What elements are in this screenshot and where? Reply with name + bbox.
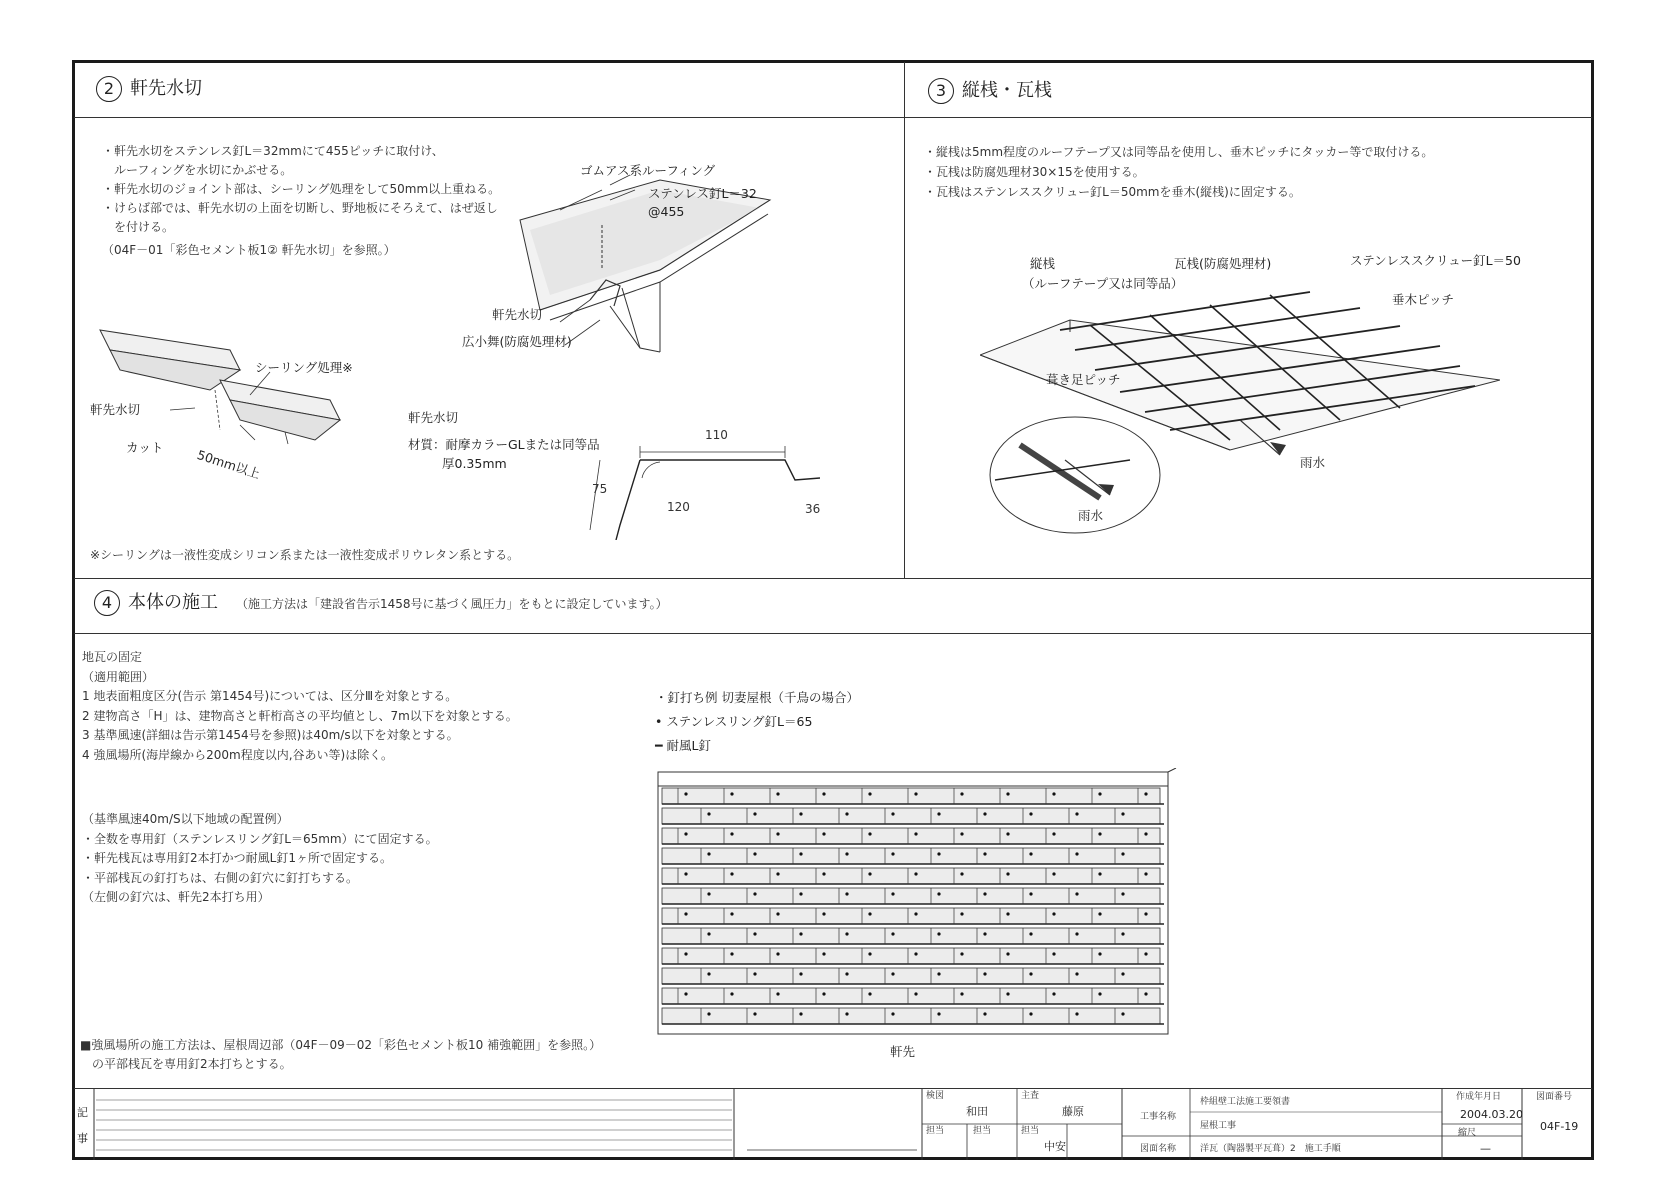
label-vertical-batten-sub: （ルーフテープ又は同等品） xyxy=(1022,276,1184,291)
label-rainwater-detail: 雨水 xyxy=(1078,508,1104,523)
label-tile-batten: 瓦桟(防腐処理材) xyxy=(1174,256,1272,271)
remarks-label-2: 事 xyxy=(77,1132,88,1145)
project-name-2: 屋根工事 xyxy=(1200,1121,1237,1131)
sealing-footnote: ※シーリングは一液性変成シリコン系または一液性変成ポリウレタン系とする。 xyxy=(90,548,520,562)
material-thickness: 厚0.35mm xyxy=(442,456,507,471)
label-cut: カット xyxy=(126,440,164,455)
label-rainwater: 雨水 xyxy=(1300,455,1326,470)
section4-layout-notes xyxy=(82,810,438,908)
section4-note: 4 強風場所(海岸線から200m程度以内,谷あい等)は除く。 xyxy=(82,747,393,762)
strong-wind-note-1: ■強風場所の施工方法は、屋根周辺部（04F－09－02「彩色セメント板10 補強範囲」を参照。） xyxy=(80,1038,602,1052)
header-divider xyxy=(74,117,1592,118)
staff-label-1: 担当 xyxy=(926,1126,945,1136)
flashing-joint-diagram xyxy=(90,320,360,460)
label-overlap-50mm: 50mm以上 xyxy=(195,447,263,482)
scale-label: 縮尺 xyxy=(1458,1128,1477,1138)
supervisor-label: 主査 xyxy=(1021,1091,1040,1101)
label-rafter-pitch: 垂木ピッチ xyxy=(1392,292,1455,307)
material-spec: 材質：耐摩カラーGLまたは同等品 xyxy=(408,437,600,452)
section2-number: 2 xyxy=(96,76,122,102)
section3-title xyxy=(928,78,1052,104)
project-name-label: 工事名称 xyxy=(1140,1112,1177,1122)
label-rubber-asphalt-roofing: ゴムアス系ルーフィング xyxy=(580,163,716,178)
dim-36: 36 xyxy=(805,502,821,516)
label-vertical-batten: 縦桟 xyxy=(1030,256,1056,271)
label-eave-flashing-joint: 軒先水切 xyxy=(90,402,141,417)
label-eave-flashing: 軒先水切 xyxy=(492,307,543,322)
dim-120: 120 xyxy=(667,500,690,514)
section4-scope-notes xyxy=(82,648,518,765)
title-block-grid xyxy=(72,1088,1594,1160)
tile-layout-diagram xyxy=(650,768,1190,1040)
legend-nailing-example: ・釘打ち例 切妻屋根（千鳥の場合） xyxy=(655,690,859,705)
checker-label: 検図 xyxy=(926,1091,945,1101)
section2-note: を付ける。 xyxy=(102,220,175,234)
section4-note: 地瓦の固定 xyxy=(82,650,143,664)
section-divider-vertical xyxy=(904,62,905,578)
drawing-number: 04F-19 xyxy=(1540,1120,1579,1133)
label-eave: 軒先 xyxy=(890,1044,916,1059)
label-stainless-screw: ステンレススクリュー釘L＝50 xyxy=(1350,253,1521,268)
battens-perspective-diagram xyxy=(980,270,1500,540)
section4-title xyxy=(94,590,218,616)
legend-ring-nail: • ステンレスリング釘L＝65 xyxy=(655,714,813,729)
label-course-pitch: 葺き足ピッチ xyxy=(1046,372,1121,387)
label-nail-pitch: @455 xyxy=(648,204,685,219)
section3-note: ・瓦桟はステンレススクリュー釘L＝50mmを垂木(縦桟)に固定する。 xyxy=(924,185,1301,199)
date-label: 作成年月日 xyxy=(1456,1092,1502,1102)
section3-note: ・瓦桟は防腐処理材30×15を使用する。 xyxy=(924,165,1145,179)
section2-title xyxy=(96,76,202,102)
dim-110: 110 xyxy=(705,428,728,442)
section2-note: ・けらば部では、軒先水切の上面を切断し、野地板にそろえて、はぜ返し xyxy=(102,201,498,215)
section4-note: 2 建物高さ「H」は、建物高さと軒桁高さの平均値とし、7m以下を対象とする。 xyxy=(82,708,518,723)
material-title: 軒先水切 xyxy=(408,410,459,425)
dim-75: 75 xyxy=(592,482,608,496)
strong-wind-note-2: の平部桟瓦を専用釘2本打ちとする。 xyxy=(80,1057,292,1071)
section2-title-text: 軒先水切 xyxy=(130,78,202,99)
drawing-name: 洋瓦（陶器製平瓦葺）2 施工手順 xyxy=(1200,1144,1341,1154)
staff-label-2: 担当 xyxy=(973,1126,992,1136)
checker-name: 和田 xyxy=(966,1105,988,1118)
section3-notes xyxy=(924,142,1433,202)
section2-notes xyxy=(102,142,500,260)
drawing-number-label: 図面番号 xyxy=(1536,1092,1573,1102)
section-divider-horizontal xyxy=(74,578,1592,579)
drawing-name-label: 図面名称 xyxy=(1140,1144,1177,1154)
label-stainless-nail: ステンレス釘L＝32 xyxy=(648,186,757,201)
label-fascia-board: 広小舞(防腐処理材) xyxy=(462,334,572,349)
section4-note: ・平部桟瓦の釘打ちは、右側の釘穴に釘打ちする。 xyxy=(82,870,359,885)
section4-note: （左側の釘穴は、軒先2本打ち用） xyxy=(82,890,270,904)
staff-name: 中安 xyxy=(1044,1140,1066,1153)
section4-number: 4 xyxy=(94,590,120,616)
section4-note: 1 地表面粗度区分(告示 第1454号)については、区分Ⅲを対象とする。 xyxy=(82,689,458,703)
section2-note: ・軒先水切をステンレス釘L＝32mmにて455ピッチに取付け、 xyxy=(102,144,444,158)
date-value: 2004.03.20 xyxy=(1460,1108,1523,1121)
section3-number: 3 xyxy=(928,78,954,104)
section2-note: （04F－01「彩色セメント板1② 軒先水切」を参照。） xyxy=(102,243,396,257)
section4-note: （適用範囲） xyxy=(82,669,155,684)
project-name-1: 枠組壁工法施工要領書 xyxy=(1200,1097,1291,1107)
section2-note: ・軒先水切のジョイント部は、シーリング処理をして50mm以上重ねる。 xyxy=(102,182,501,196)
section3-note: ・縦桟は5mm程度のルーフテープ又は同等品を使用し、垂木ピッチにタッカー等で取付ける。 xyxy=(924,145,1434,159)
section4-title-text: 本体の施工 xyxy=(128,592,218,613)
section4-note: ・全数を専用釘（ステンレスリング釘L＝65mm）にて固定する。 xyxy=(82,831,438,846)
section4-header-divider xyxy=(74,633,1592,634)
supervisor-name: 藤原 xyxy=(1062,1105,1084,1118)
section4-subtitle: （施工方法は「建設省告示1458号に基づく風圧力」をもとに設定しています。） xyxy=(236,597,668,611)
scale-value: — xyxy=(1480,1142,1491,1155)
section3-title-text: 縦桟・瓦桟 xyxy=(962,80,1052,101)
section4-note: ・軒先桟瓦は専用釘2本打かつ耐風L釘1ヶ所で固定する。 xyxy=(82,851,392,865)
section4-note: 3 基準風速(詳細は告示第1454号を参照)は40m/s以下を対象とする。 xyxy=(82,728,459,742)
label-sealing: シーリング処理※ xyxy=(255,360,353,375)
legend-wind-nail: ━ 耐風L釘 xyxy=(655,738,711,753)
nailing-legend xyxy=(655,686,859,758)
remarks-label-1: 記 xyxy=(77,1106,88,1119)
section4-note: （基準風速40m/S以下地域の配置例） xyxy=(82,812,289,826)
staff-label-3: 担当 xyxy=(1021,1126,1040,1136)
section2-note: ルーフィングを水切にかぶせる。 xyxy=(102,163,293,177)
flashing-profile-diagram xyxy=(580,430,820,540)
